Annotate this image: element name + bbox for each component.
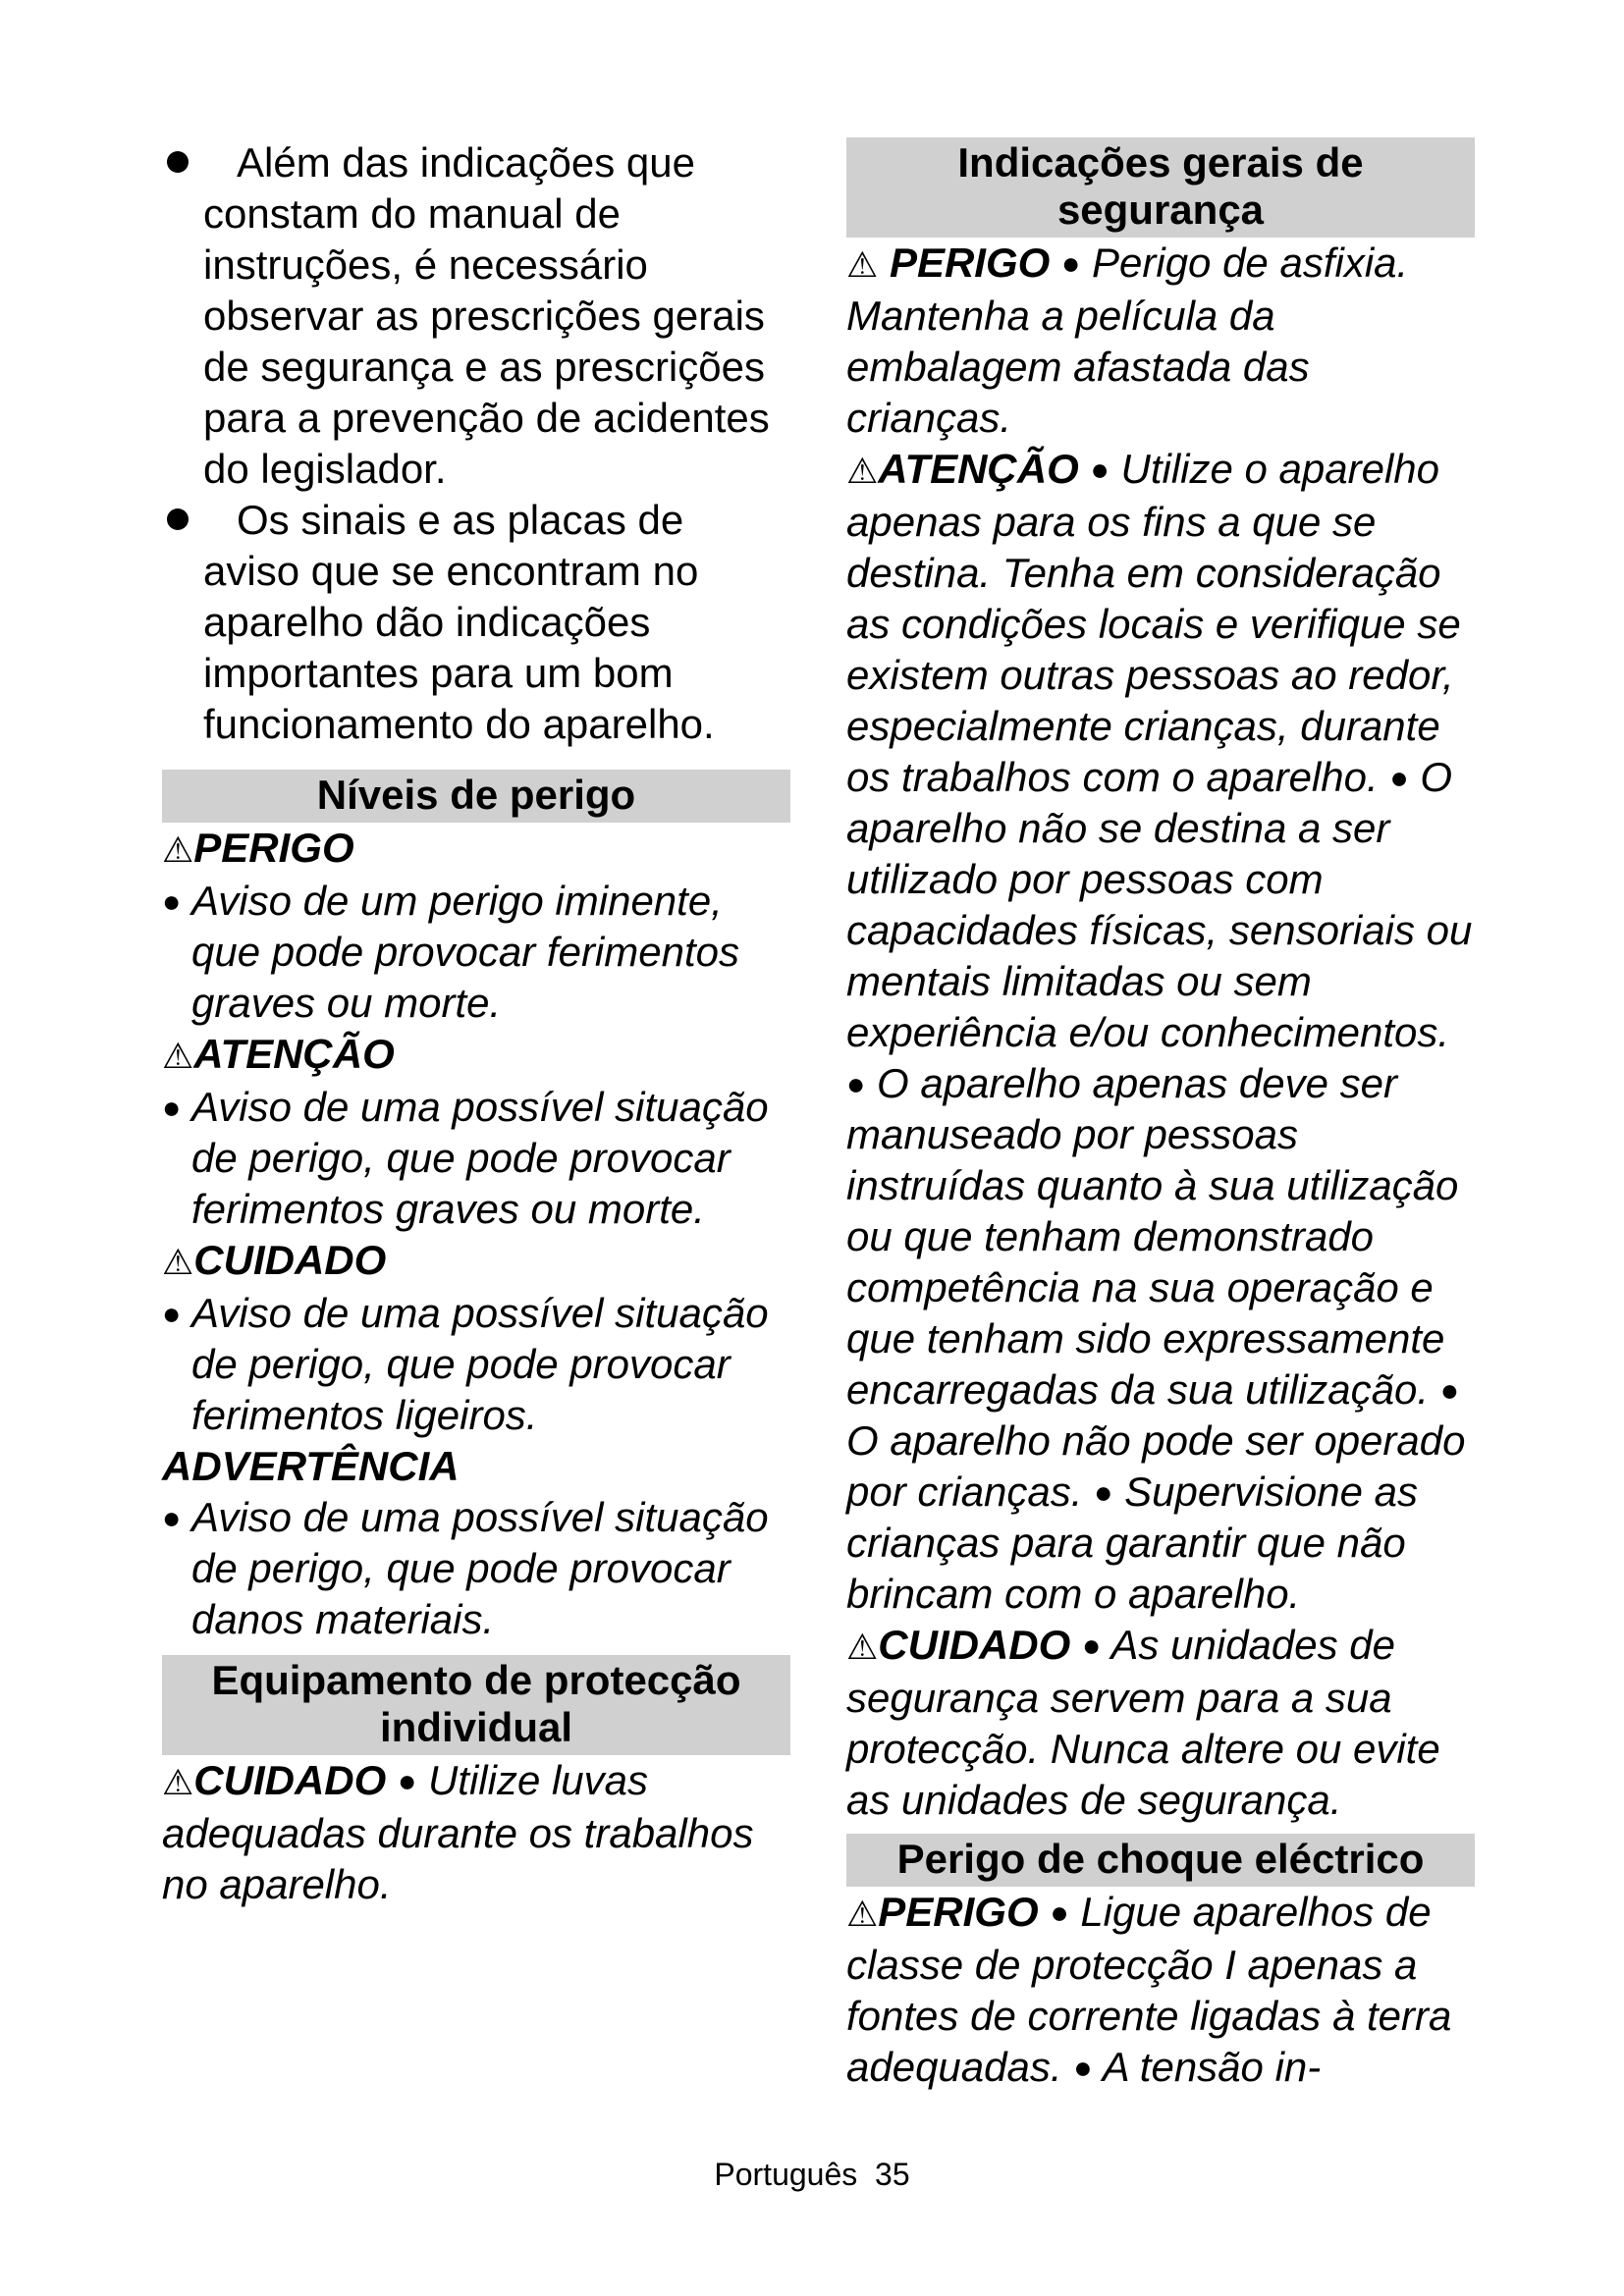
general-safety-heading: Indicações gerais de segurança: [846, 137, 1475, 238]
level-cuidado-text: ● Aviso de uma possível situação de perigo, que pode provocar ferimentos ligeiros.: [162, 1290, 769, 1438]
page-number: 35: [875, 2157, 910, 2192]
footer-language: Português: [714, 2157, 858, 2192]
bullet-dot-icon: ●: [1050, 1895, 1069, 1930]
warning-triangle-icon: ⚠: [846, 244, 879, 285]
bullet-dot-icon: ●: [846, 1066, 866, 1101]
warning-triangle-icon: ⚠: [846, 1894, 879, 1934]
level-atencao-text: ● Aviso de uma possível situação de perigo, que pode provocar ferimentos graves ou morte.: [162, 1084, 769, 1232]
warning-triangle-icon: ⚠: [162, 1242, 194, 1282]
warning-triangle-icon: ⚠: [162, 1762, 194, 1802]
bullet-dot-icon: ●: [1081, 1628, 1102, 1663]
intro-bullet-1-text: Além das indicações que constam do manual de instruções, é necessário observar as prescrições gerais de segurança e as prescrições para a prevenção de acidentes do legislador.: [203, 139, 770, 492]
ppe-heading: Equipamento de protecção individual: [162, 1655, 790, 1755]
level-perigo-text: ● Aviso de um perigo iminente, que pode provocar ferimentos graves ou morte.: [162, 878, 739, 1026]
bullet-dot-icon: ●: [162, 1500, 182, 1535]
general-safety-text: ⚠ PERIGO ● Perigo de asfixia. Mantenha a película da embalagem afastada das crianças. ⚠ATENÇÃO ● Utilize o aparelho apenas para os fins a que se destina. Tenha em consideração as condições locais e verifique se existem outras pessoas ao redor, especialmente crianças, durante os trabalhos com o aparelho. ● O aparelho não se destina a ser utilizado por pessoas com capacidades físicas, sensoriais ou mentais limitadas ou sem experiência e/ou conhecimentos. ● O aparelho apenas deve ser manuseado por pessoas instruídas quanto à sua utilização ou que tenham demonstrado competência na sua operação e que tenham sido expressamente encarregadas da sua utilização. ● O aparelho não pode ser operado por crianças. ● Supervisione as crianças para garantir que não brincam com o aparelho. ⚠CUIDADO ● As unidades de segurança servem para a sua protecção. Nunca altere ou evite as unidades de segurança.: [846, 240, 1473, 1823]
level-cuidado-label: ⚠CUIDADO: [162, 1237, 387, 1283]
page-footer: [0, 2155, 1624, 2194]
bullet-dot-icon: [167, 508, 189, 530]
level-advertencia-text: ● Aviso de uma possível situação de perigo, que pode provocar danos materiais.: [162, 1494, 769, 1642]
bullet-dot-icon: ●: [162, 883, 182, 919]
bullet-dot-icon: ●: [1389, 760, 1409, 795]
bullet-dot-icon: ●: [1094, 1474, 1113, 1510]
warning-triangle-icon: ⚠: [846, 451, 879, 491]
electric-shock-heading: Perigo de choque eléctrico: [846, 1834, 1475, 1887]
bullet-dot-icon: ●: [162, 1090, 182, 1125]
warning-triangle-icon: ⚠: [162, 829, 194, 870]
bullet-dot-icon: [167, 151, 189, 173]
bullet-dot-icon: ●: [1073, 2050, 1093, 2085]
level-atencao-label: ⚠ATENÇÃO: [162, 1031, 395, 1077]
electric-shock-text: ⚠PERIGO ● Ligue aparelhos de classe de protecção I apenas a fontes de corrente ligadas à terra adequadas. ● A tensão in-: [846, 1889, 1452, 2090]
left-column: [162, 137, 790, 1910]
bullet-dot-icon: ●: [1439, 1372, 1460, 1408]
warning-triangle-icon: ⚠: [846, 1627, 879, 1667]
ppe-text: ⚠CUIDADO ● Utilize luvas adequadas durante os trabalhos no aparelho.: [162, 1757, 754, 1907]
level-advertencia-label: ADVERTÊNCIA: [162, 1443, 460, 1489]
bullet-dot-icon: ●: [162, 1296, 182, 1331]
intro-bullet-2: [162, 495, 790, 750]
warning-triangle-icon: ⚠: [162, 1036, 194, 1076]
bullet-dot-icon: ●: [397, 1763, 417, 1798]
level-perigo-label: ⚠PERIGO: [162, 825, 354, 871]
levels-heading: Níveis de perigo: [162, 770, 790, 823]
right-column: [846, 137, 1475, 2093]
bullet-dot-icon: ●: [1061, 245, 1081, 281]
intro-bullet-1: [162, 137, 790, 495]
bullet-dot-icon: ●: [1090, 452, 1110, 487]
intro-bullet-2-text: Os sinais e as placas de aviso que se encontram no aparelho dão indicações importantes para um bom funcionamento do aparelho.: [203, 497, 715, 747]
